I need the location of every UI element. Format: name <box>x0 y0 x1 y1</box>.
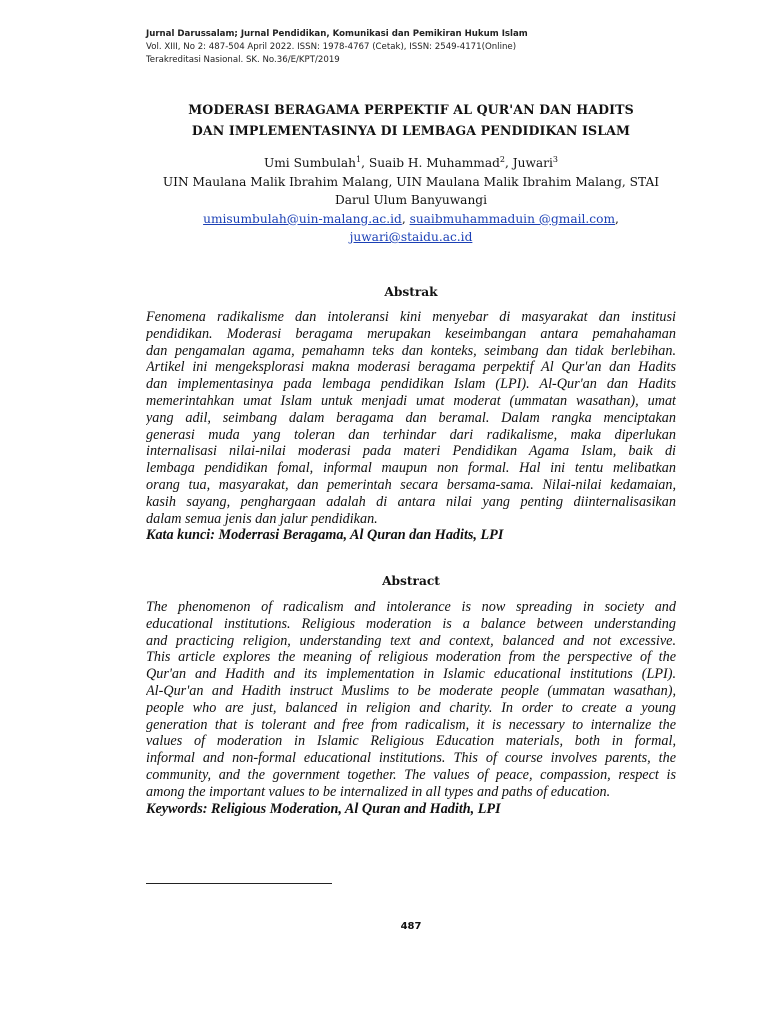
journal-name: Jurnal Darussalam; Jurnal Pendidikan, Komunikasi dan Pemikiran Hukum Islam <box>146 29 528 39</box>
abstract-line: community, and the government together. The values of peace, compassion, respect is <box>146 766 676 783</box>
page-number: 487 <box>400 921 422 932</box>
abstract-keywords: Keywords: Religious Moderation, Al Quran and Hadith, LPI <box>146 800 501 817</box>
title-line-2: DAN IMPLEMENTASINYA DI LEMBAGA PENDIDIKAN ISLAM <box>191 123 631 138</box>
abstract-line: values of moderation in Islamic Religious Education materials, both in formal, <box>146 733 676 750</box>
title-line-1: MODERASI BERAGAMA PERPEKTIF AL QUR'AN DAN HADITS <box>188 102 634 117</box>
email-line-2 <box>146 228 676 247</box>
abstrak-body <box>146 309 676 544</box>
abstrak-line: generasi muda yang toleran dan terhindar dari radikalisme, maka diperlukan <box>146 426 676 443</box>
abstrak-line: yang adil, seimbang dalam beragama dan beramal. Dalam rangka menciptakan <box>146 409 676 426</box>
author-2: Suaib H. Muhammad <box>368 156 500 170</box>
author-3: Juwari <box>512 156 553 170</box>
abstract-line: The phenomenon of radicalism and intolerance is now spreading in society and <box>146 599 676 615</box>
abstrak-line: orang tua, masyarakat, dan pemerintah secara bersama-sama. Nilai-nilai kedamaian, <box>146 476 676 493</box>
abstrak-line: dan pengamalan agama, pemahamn teks dan konteks, seimbang dan tidak berlebihan. <box>146 342 676 359</box>
author-1: Umi Sumbulah <box>263 156 357 170</box>
footnote-divider <box>146 883 332 884</box>
abstract-body <box>146 599 676 817</box>
author-1-affiliation-mark: 1 <box>356 155 362 164</box>
email-line-1: umisumbulah@uin-malang.ac.id, suaibmuhammaduin @gmail.com, <box>203 211 619 226</box>
abstract-line: generation that is tolerant and free from radicalism, it is necessary to internalize the <box>146 716 676 733</box>
email-link-1[interactable]: umisumbulah@uin-malang.ac.id <box>203 211 402 226</box>
abstrak-line: pendidikan. Moderasi beragama merupakan keseimbangan antara pemahahaman <box>146 325 676 342</box>
journal-volume: Vol. XIII, No 2: 487-504 April 2022. ISSN: 1978-4767 (Cetak), ISSN: 2549-4171(Online) <box>146 42 517 52</box>
abstrak-line: Fenomena radikalisme dan intoleransi kini menyebar di masyarakat dan institusi <box>146 309 676 325</box>
author-2-affiliation-mark: 2 <box>499 155 505 164</box>
abstract-line: Qur'an and Hadith and its implementation in Islamic educational institutions (LPI). <box>146 666 676 683</box>
author-separator: , <box>505 156 513 170</box>
abstract-line: among the important values to be internalized in all types and paths of education. <box>146 783 611 800</box>
author-block <box>146 154 676 247</box>
email-link-3[interactable]: juwari@staidu.ac.id <box>349 230 473 244</box>
abstract-line: This article explores the meaning of religious moderation from the perspective of the <box>146 649 676 666</box>
abstrak-keywords: Kata kunci: Moderrasi Beragama, Al Quran dan Hadits, LPI <box>146 527 504 544</box>
abstract-line: and practicing religion, understanding text and context, balanced and not excessive. <box>146 632 676 649</box>
abstrak-line: Artikel ini mengeksplorasi makna moderasi beragama perpektif Al Qur'an dan Hadits <box>146 359 676 376</box>
abstract-line: educational institutions. Religious moderation is a balance between understanding <box>146 615 676 632</box>
affiliation-line-2: Darul Ulum Banyuwangi <box>335 193 487 207</box>
abstrak-line: dan implementasinya pada lembaga pendidikan Islam (LPI). Al-Qur'an dan Hadits <box>146 376 676 393</box>
abstract-heading: Abstract <box>382 574 440 588</box>
paper-title <box>146 99 676 141</box>
abstrak-heading: Abstrak <box>384 285 438 299</box>
journal-header <box>146 28 706 67</box>
abstrak-line: lembaga pendidikan fomal, informal maupun non formal. Hal ini tentu melibatkan <box>146 460 676 477</box>
abstrak-line: dalam semua jenis dan jalur pendidikan. <box>146 510 378 527</box>
abstract-line: Al-Qur'an and Hadith instruct Muslims to be moderate people (ummatan wasathan), <box>146 682 676 699</box>
affiliation-line-1: UIN Maulana Malik Ibrahim Malang, UIN Maulana Malik Ibrahim Malang, STAI <box>162 174 660 189</box>
abstract-line: informal and non-formal educational institutions. This of course involves parents, the <box>146 750 676 767</box>
abstrak-line: memerintahkan umat Islam untuk menjadi umat moderat (ummatan wasathan), umat <box>146 392 676 409</box>
journal-accreditation: Terakreditasi Nasional. SK. No.36/E/KPT/2019 <box>146 55 340 65</box>
email-link-2[interactable]: suaibmuhammaduin @gmail.com <box>409 211 616 226</box>
abstrak-line: kasih sayang, penghargaan adalah di antara nilai yang penting diinternalisasikan <box>146 493 676 510</box>
author-separator: , <box>361 156 369 170</box>
author-names <box>146 154 676 173</box>
author-3-affiliation-mark: 3 <box>552 155 559 164</box>
abstrak-line: internalisasi nilai-nilai moderasi pada materi Pendidikan Agama Islam, baik di <box>146 443 676 460</box>
abstract-line: people who are just, balanced in religion and charity. In order to create a young <box>146 699 676 716</box>
